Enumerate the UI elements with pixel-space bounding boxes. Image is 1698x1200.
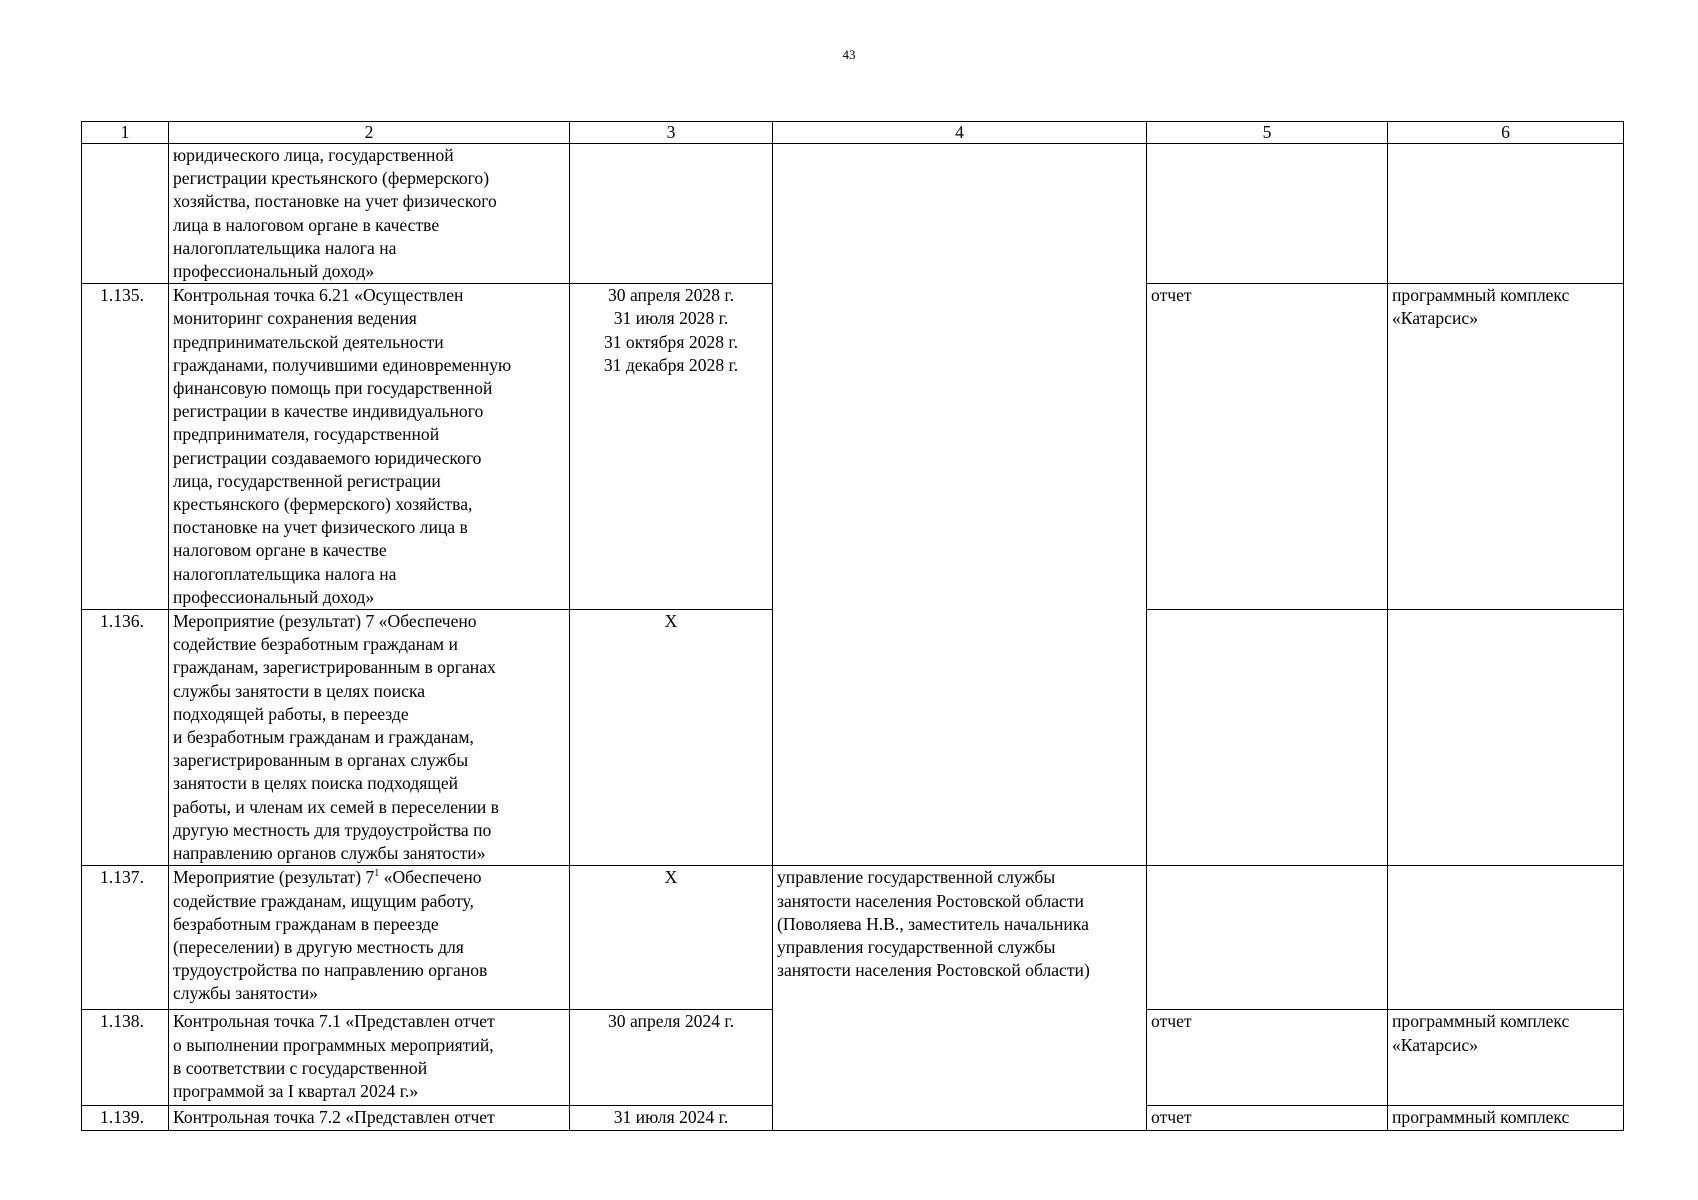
superscript-index: 1 [374, 868, 380, 880]
row-number-cell: 1.136. [82, 610, 169, 866]
table-row [82, 866, 1624, 1010]
row-system-cell [1388, 610, 1624, 866]
column-number-row [82, 122, 1624, 144]
column-header-2: 2 [169, 122, 570, 144]
row-description-cell: Контрольная точка 6.21 «Осуществлен мониторинг сохранения ведения предпринимательской деятельности гражданами, получившими единовременную финансовую помощь при государственной регистрации в качестве индивидуального предпринимателя, государственной регистрации создаваемого юридического лица, государственной регистрации крестьянского (фермерского) хозяйства, постановке на учет физического лица в налоговом органе в качестве налогоплательщика налога на профессиональный доход» [169, 284, 570, 610]
column-header-6: 6 [1388, 122, 1624, 144]
row-date-cell: Х [570, 610, 773, 866]
row-document-cell: отчет [1147, 284, 1388, 610]
description-text: Мероприятие (результат) 7 [173, 867, 375, 888]
row-description-cell: Контрольная точка 7.1 «Представлен отчет о выполнении программных мероприятий, в соответствии с государственной программой за I квартал 2024 г.» [169, 1010, 570, 1106]
column-header-1: 1 [82, 122, 169, 144]
row-description-cell [169, 866, 570, 1010]
column-header-3: 3 [570, 122, 773, 144]
column-header-5: 5 [1147, 122, 1388, 144]
description-text: «Обеспечено содействие гражданам, ищущим работу, безработным гражданам в переезде (переселении) в другую местность для трудоустройства по направлению органов службы занятости» [173, 867, 488, 1004]
row-document-cell [1147, 144, 1388, 284]
row-number-cell [82, 144, 169, 284]
row-document-cell: отчет [1147, 1010, 1388, 1106]
row-number-cell: 1.137. [82, 866, 169, 1010]
column-header-4: 4 [773, 122, 1147, 144]
row-number-cell: 1.139. [82, 1106, 169, 1130]
row-date-cell [570, 144, 773, 284]
measures-table [81, 121, 1624, 1131]
page-number: 43 [842, 47, 856, 62]
row-date-cell: 31 июля 2024 г. [570, 1106, 773, 1130]
row-system-cell [1388, 866, 1624, 1010]
row-description-cell: Контрольная точка 7.2 «Представлен отчет [169, 1106, 570, 1130]
row-system-cell: программный комплекс «Катарсис» [1388, 1010, 1624, 1106]
row-date-cell: 30 апреля 2028 г. 31 июля 2028 г. 31 октября 2028 г. 31 декабря 2028 г. [570, 284, 773, 610]
row-document-cell: отчет [1147, 1106, 1388, 1130]
row-description-cell: юридического лица, государственной регистрации крестьянского (фермерского) хозяйства, постановке на учет физического лица в налоговом органе в качестве налогоплательщика налога на профессиональный доход» [169, 144, 570, 284]
row-responsible-cell: управление государственной службы занятости населения Ростовской области (Поволяева Н.В., заместитель начальника управления государственной службы занятости населения Ростовской области) [773, 866, 1147, 1130]
row-number-cell: 1.138. [82, 1010, 169, 1106]
row-system-cell: программный комплекс [1388, 1106, 1624, 1130]
row-date-cell: Х [570, 866, 773, 1010]
table-row-continuation [82, 144, 1624, 284]
row-description-cell: Мероприятие (результат) 7 «Обеспечено содействие безработным гражданам и гражданам, зарегистрированным в органах службы занятости в целях поиска подходящей работы, в переезде и безработным гражданам и гражданам, зарегистрированным в органах службы занятости в целях поиска подходящей работы, и членам их семей в переселении в другую местность для трудоустройства по направлению органов службы занятости» [169, 610, 570, 866]
row-date-cell: 30 апреля 2024 г. [570, 1010, 773, 1106]
row-system-cell: программный комплекс «Катарсис» [1388, 284, 1624, 610]
row-number-cell: 1.135. [82, 284, 169, 610]
row-system-cell [1388, 144, 1624, 284]
row-responsible-cell [773, 144, 1147, 866]
row-document-cell [1147, 866, 1388, 1010]
row-document-cell [1147, 610, 1388, 866]
